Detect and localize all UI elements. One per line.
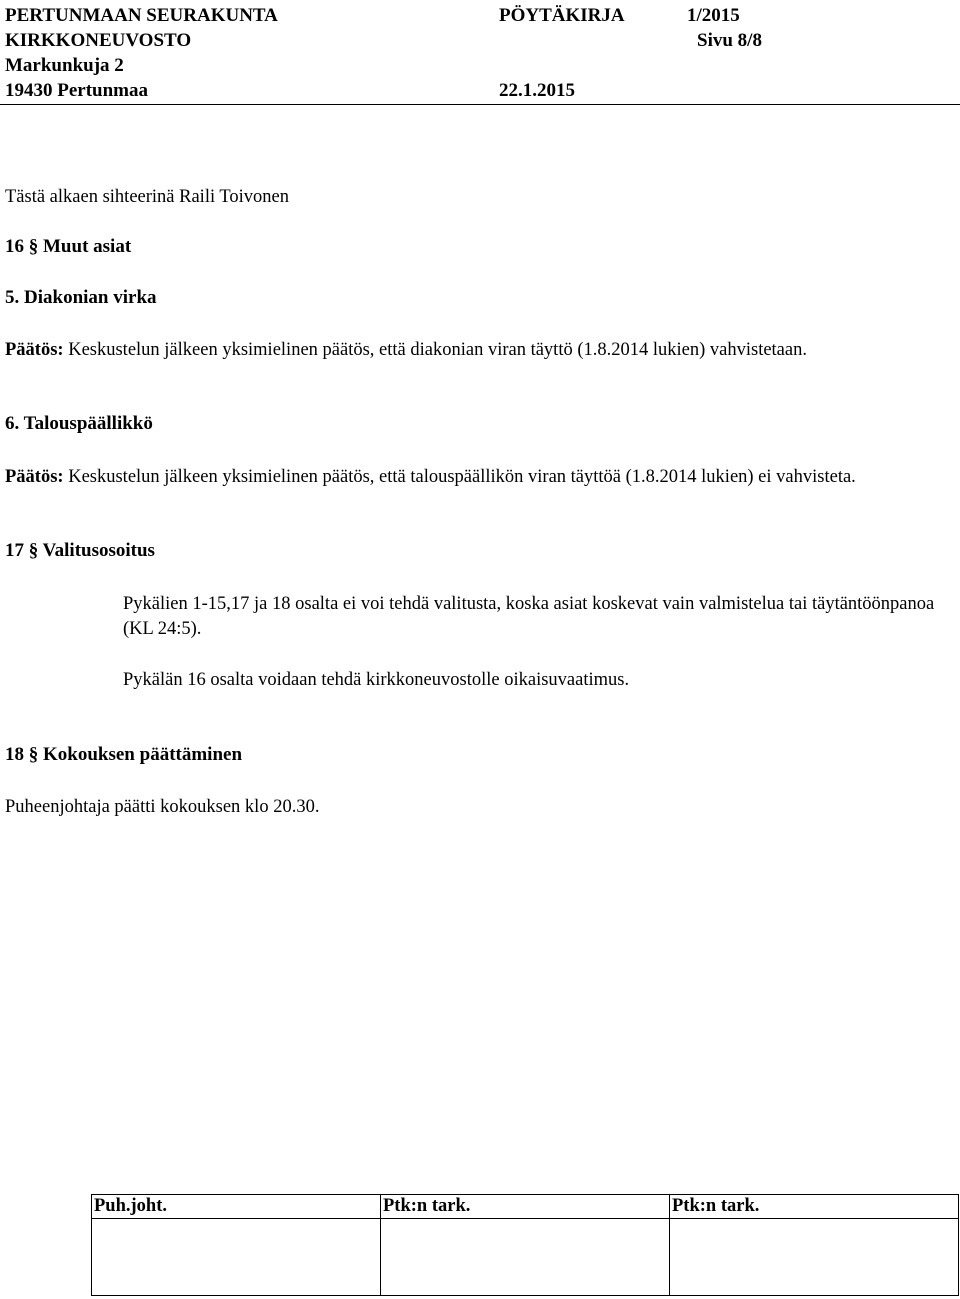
- appeal-paragraph-1: Pykälien 1-15,17 ja 18 osalta ei voi tehdä valitusta, koska asiat koskevat vain valmistelua tai täytäntöönpanoa (KL 24:5).: [123, 594, 935, 639]
- section-title: Valitusosoitus: [42, 540, 155, 561]
- header-divider: [0, 104, 960, 105]
- signature-label-checker-1: Ptk:n tark.: [381, 1195, 670, 1219]
- secretary-note: Tästä alkaen sihteerinä Raili Toivonen: [5, 187, 289, 207]
- signature-table: [91, 1194, 959, 1296]
- header-page: Sivu 8/8: [697, 30, 762, 51]
- decision-text: Keskustelun jälkeen yksimielinen päätös, että diakonian viran täyttö (1.8.2014 lukien) vahvistetaan.: [63, 340, 807, 360]
- header-doc-type: PÖYTÄKIRJA: [499, 5, 625, 26]
- decision-label: Päätös:: [5, 340, 64, 360]
- item-5-decision: [5, 338, 885, 363]
- signature-space-checker-2: [670, 1219, 959, 1296]
- signature-space-row: [92, 1219, 959, 1296]
- header-date: 22.1.2015: [499, 80, 575, 101]
- header-postal: 19430 Pertunmaa: [5, 80, 149, 101]
- signature-space-checker-1: [381, 1219, 670, 1296]
- section-number: 16: [5, 236, 24, 257]
- item-5-title: 5. Diakonian virka: [5, 287, 157, 308]
- section-number: 18: [5, 744, 24, 765]
- section-16-heading: [5, 236, 131, 258]
- item-6-decision: [5, 465, 945, 490]
- section-17-heading: [5, 540, 155, 562]
- section-symbol: §: [28, 540, 39, 561]
- header-body: KIRKKONEUVOSTO: [5, 30, 192, 51]
- signature-space-chair: [92, 1219, 381, 1296]
- header-org: PERTUNMAAN SEURAKUNTA: [5, 5, 278, 26]
- section-symbol: §: [28, 236, 39, 257]
- item-6-title: 6. Talouspäällikkö: [5, 413, 153, 434]
- appeal-paragraph-2: Pykälän 16 osalta voidaan tehdä kirkkoneuvostolle oikaisuvaatimus.: [123, 670, 630, 690]
- header-doc-number: 1/2015: [687, 5, 740, 26]
- signature-label-checker-2: Ptk:n tark.: [670, 1195, 959, 1219]
- section-title: Kokouksen päättäminen: [43, 744, 243, 765]
- signature-label-chair: Puh.joht.: [92, 1195, 381, 1219]
- signature-labels-row: [92, 1195, 959, 1219]
- decision-label: Päätös:: [5, 467, 64, 487]
- closing-statement: Puheenjohtaja päätti kokouksen klo 20.30.: [5, 797, 320, 817]
- section-18-heading: [5, 744, 242, 766]
- section-title: Muut asiat: [43, 236, 132, 257]
- section-symbol: §: [28, 744, 39, 765]
- section-number: 17: [5, 540, 24, 561]
- decision-text: Keskustelun jälkeen yksimielinen päätös, että talouspäällikön viran täyttöä (1.8.2014 lukien) ei vahvisteta.: [63, 467, 856, 487]
- header-street: Markunkuja 2: [5, 55, 124, 76]
